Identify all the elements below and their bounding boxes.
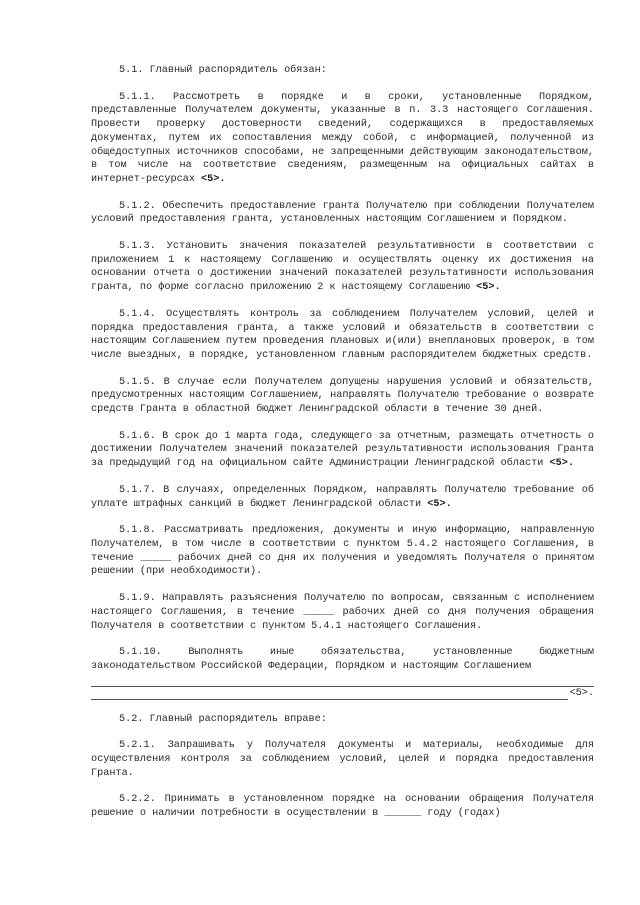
clause-text: 5.2.1. Запрашивать у Получателя документы и материалы, необходимые для осуществления контроля за соблюдением условий, целей и порядка предоставления Гранта. [91, 740, 594, 779]
clause-5-2-1 [91, 739, 594, 780]
clause-5-1-7 [91, 484, 594, 511]
footnote-ref[interactable]: <5>. [549, 458, 574, 470]
clause-text: 5.1.4. Осуществлять контроль за соблюдением Получателем условий, целей и порядка предоставления гранта, а также условий и обязательств в соответствии с настоящим Соглашением путем проведения плановых и(или) внеплановых проверок, в том числе выездных, в порядке, установленном главным распорядителем бюджетных средств. [91, 308, 594, 361]
clause-text: 5.1.6. В срок до 1 марта года, следующего за отчетным, размещать отчетность о достижении Получателем значений показателей результативности использования Гранта за предыдущий год на официальном сайте Администрации Ленинградской области [91, 430, 594, 470]
clause-5-1-8 [91, 524, 594, 579]
clause-5-1-4 [91, 308, 594, 363]
footnote-ref[interactable]: <5>. [427, 498, 452, 510]
clause-5-1-2 [91, 200, 594, 227]
clause-5-1-1 [91, 91, 594, 187]
footnote-ref[interactable]: <5>. [201, 173, 226, 185]
footnote-ref[interactable]: <5>. [569, 687, 594, 699]
clause-text: 5.2.2. Принимать в установленном порядке на основании обращения Получателя решение о наличии потребности в осуществлении в ______ году (годах) [91, 794, 594, 820]
clause-text: 5.1.10. Выполнять иные обязательства, установленные бюджетным законодательством Российской Федерации, Порядком и настоящим Соглашением [91, 647, 594, 672]
clause-text: 5.1.2. Обеспечить предоставление гранта Получателю при соблюдении Получателем условий предоставления гранта, установленных настоящим Соглашением и Порядком. [91, 200, 594, 226]
clause-text: 5.1.1. Рассмотреть в порядке и в сроки, установленные Порядком, представленные Получателем документы, указанные в п. 3.3 настоящего Соглашения. Провести проверку достоверности сведений, содержащихся в предоставляемых документах, путем их сопоставления между собой, с информацией, полученной из общедоступных источников способами, не запрещенными действующим законодательством, в том числе на соответствие сведениям, размещенным на официальных сайтах в интернет-ресурсах [91, 91, 594, 185]
clause-text: 5.1. Главный распорядитель обязан: [119, 65, 327, 76]
clause-text: 5.1.8. Рассматривать предложения, документы и иную информацию, направленную Получателем, в том числе в соответствии с пунктом 5.4.2 настоящего Соглашения, в течение _____ рабочих дней со дня их получения и уведомлять Получателя о принятом решении (при необходимости). [91, 525, 594, 578]
clause-5-1-5 [91, 376, 594, 417]
clause-text: 5.1.5. В случае если Получателем допущены нарушения условий и обязательств, предусмотренных настоящим Соглашением, направлять Получателю требование о возврате средств Гранта в областной бюджет Ленинградской области в течение 30 дней. [91, 376, 594, 416]
clause-5-2 [91, 713, 594, 727]
blank-line [91, 674, 594, 687]
clause-5-1-10 [91, 646, 594, 673]
blank-line [91, 687, 568, 700]
blank-line-with-ref [91, 687, 594, 700]
clause-5-2-2 [91, 793, 594, 820]
clause-5-1-9 [91, 592, 594, 633]
clause-5-1-3 [91, 240, 594, 295]
clause-5-1-6 [91, 430, 594, 471]
clause-5-1 [91, 64, 594, 78]
clause-text: 5.1.7. В случаях, определенных Порядком, направлять Получателю требование об уплате штрафных санкций в бюджет Ленинградской области [91, 484, 594, 510]
clause-text: 5.2. Главный распорядитель вправе: [119, 713, 327, 725]
clause-text: 5.1.3. Установить значения показателей результативности в соответствии с приложением 1 к настоящему Соглашению и осуществлять оценку их достижения на основании отчета о достижении значений показателей результативности использования гранта, по форме согласно приложению 2 к настоящему Соглашению [91, 241, 594, 294]
footnote-ref[interactable]: <5>. [476, 282, 501, 294]
clause-text: 5.1.9. Направлять разъяснения Получателю по вопросам, связанным с исполнением настоящего Соглашения, в течение _____ рабочих дней со дня получения обращения Получателя в соответствии с пунктом 5.4.1 настоящего Соглашения. [91, 593, 594, 632]
document-page [91, 64, 594, 834]
